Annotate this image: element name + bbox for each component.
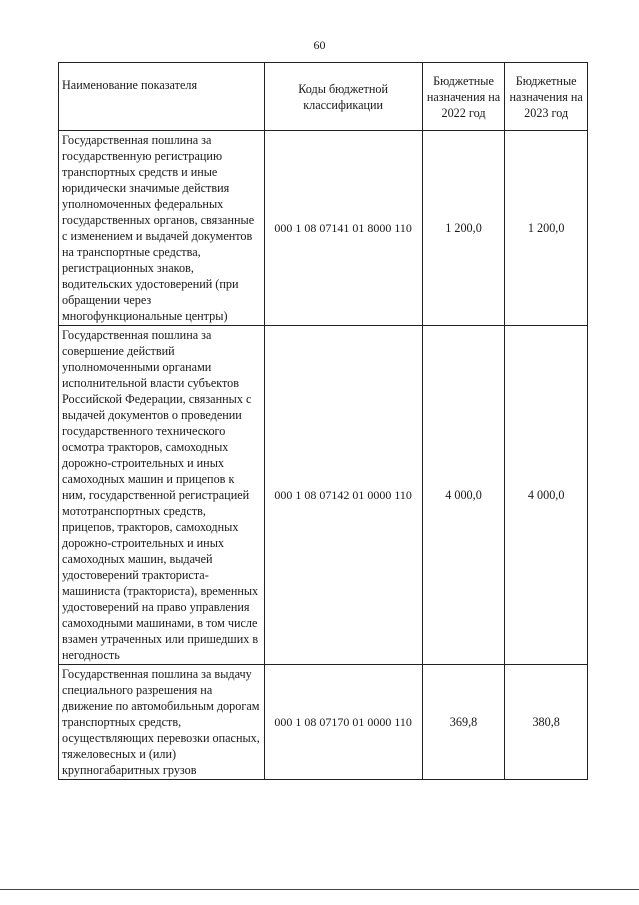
table-header-row [59,63,588,131]
row-value-2023: 4 000,0 [505,326,588,665]
row-value-2022: 4 000,0 [422,326,505,665]
row-code: 000 1 08 07141 01 8000 110 [264,131,422,326]
bottom-rule [0,889,639,890]
row-code: 000 1 08 07142 01 0000 110 [264,326,422,665]
row-value-2022: 1 200,0 [422,131,505,326]
row-code: 000 1 08 07170 01 0000 110 [264,665,422,780]
row-value-2023: 1 200,0 [505,131,588,326]
row-name: Государственная пошлина за государственную регистрацию транспортных средств и иные юридически значимые действия уполномоченных федеральных государственных органов, связанные с изменением и выдачей документов на транспортные средства, регистрационных знаков, водительских удостоверений (при обращении через многофункциональные центры) [59,131,265,326]
row-name: Государственная пошлина за выдачу специального разрешения на движение по автомобильным дорогам транспортных средств, осуществляющих перевозки опасных, тяжеловесных и (или) крупногабаритных грузов [59,665,265,780]
row-name: Государственная пошлина за совершение действий уполномоченными органами исполнительной власти субъектов Российской Федерации, связанных с выдачей документов о проведении государственного технического осмотра тракторов, самоходных дорожно-строительных и иных самоходных машин и прицепов к ним, государственной регистрацией мототранспортных средств, прицепов, тракторов, самоходных дорожно-строительных и иных самоходных машин, выдачей удостоверений тракториста-машиниста (тракториста), временных удостоверений на право управления самоходными машинами, в том числе взамен утраченных или пришедших в негодность [59,326,265,665]
header-2023: Бюджетные назначения на 2023 год [505,63,588,131]
page-number: 60 [313,38,326,52]
header-2022: Бюджетные назначения на 2022 год [422,63,505,131]
header-name: Наименование показателя [59,63,265,131]
table-row [59,326,588,665]
row-value-2023: 380,8 [505,665,588,780]
table-row [59,131,588,326]
budget-table [58,62,588,780]
row-value-2022: 369,8 [422,665,505,780]
header-codes: Коды бюджетной классификации [264,63,422,131]
table-row [59,665,588,780]
